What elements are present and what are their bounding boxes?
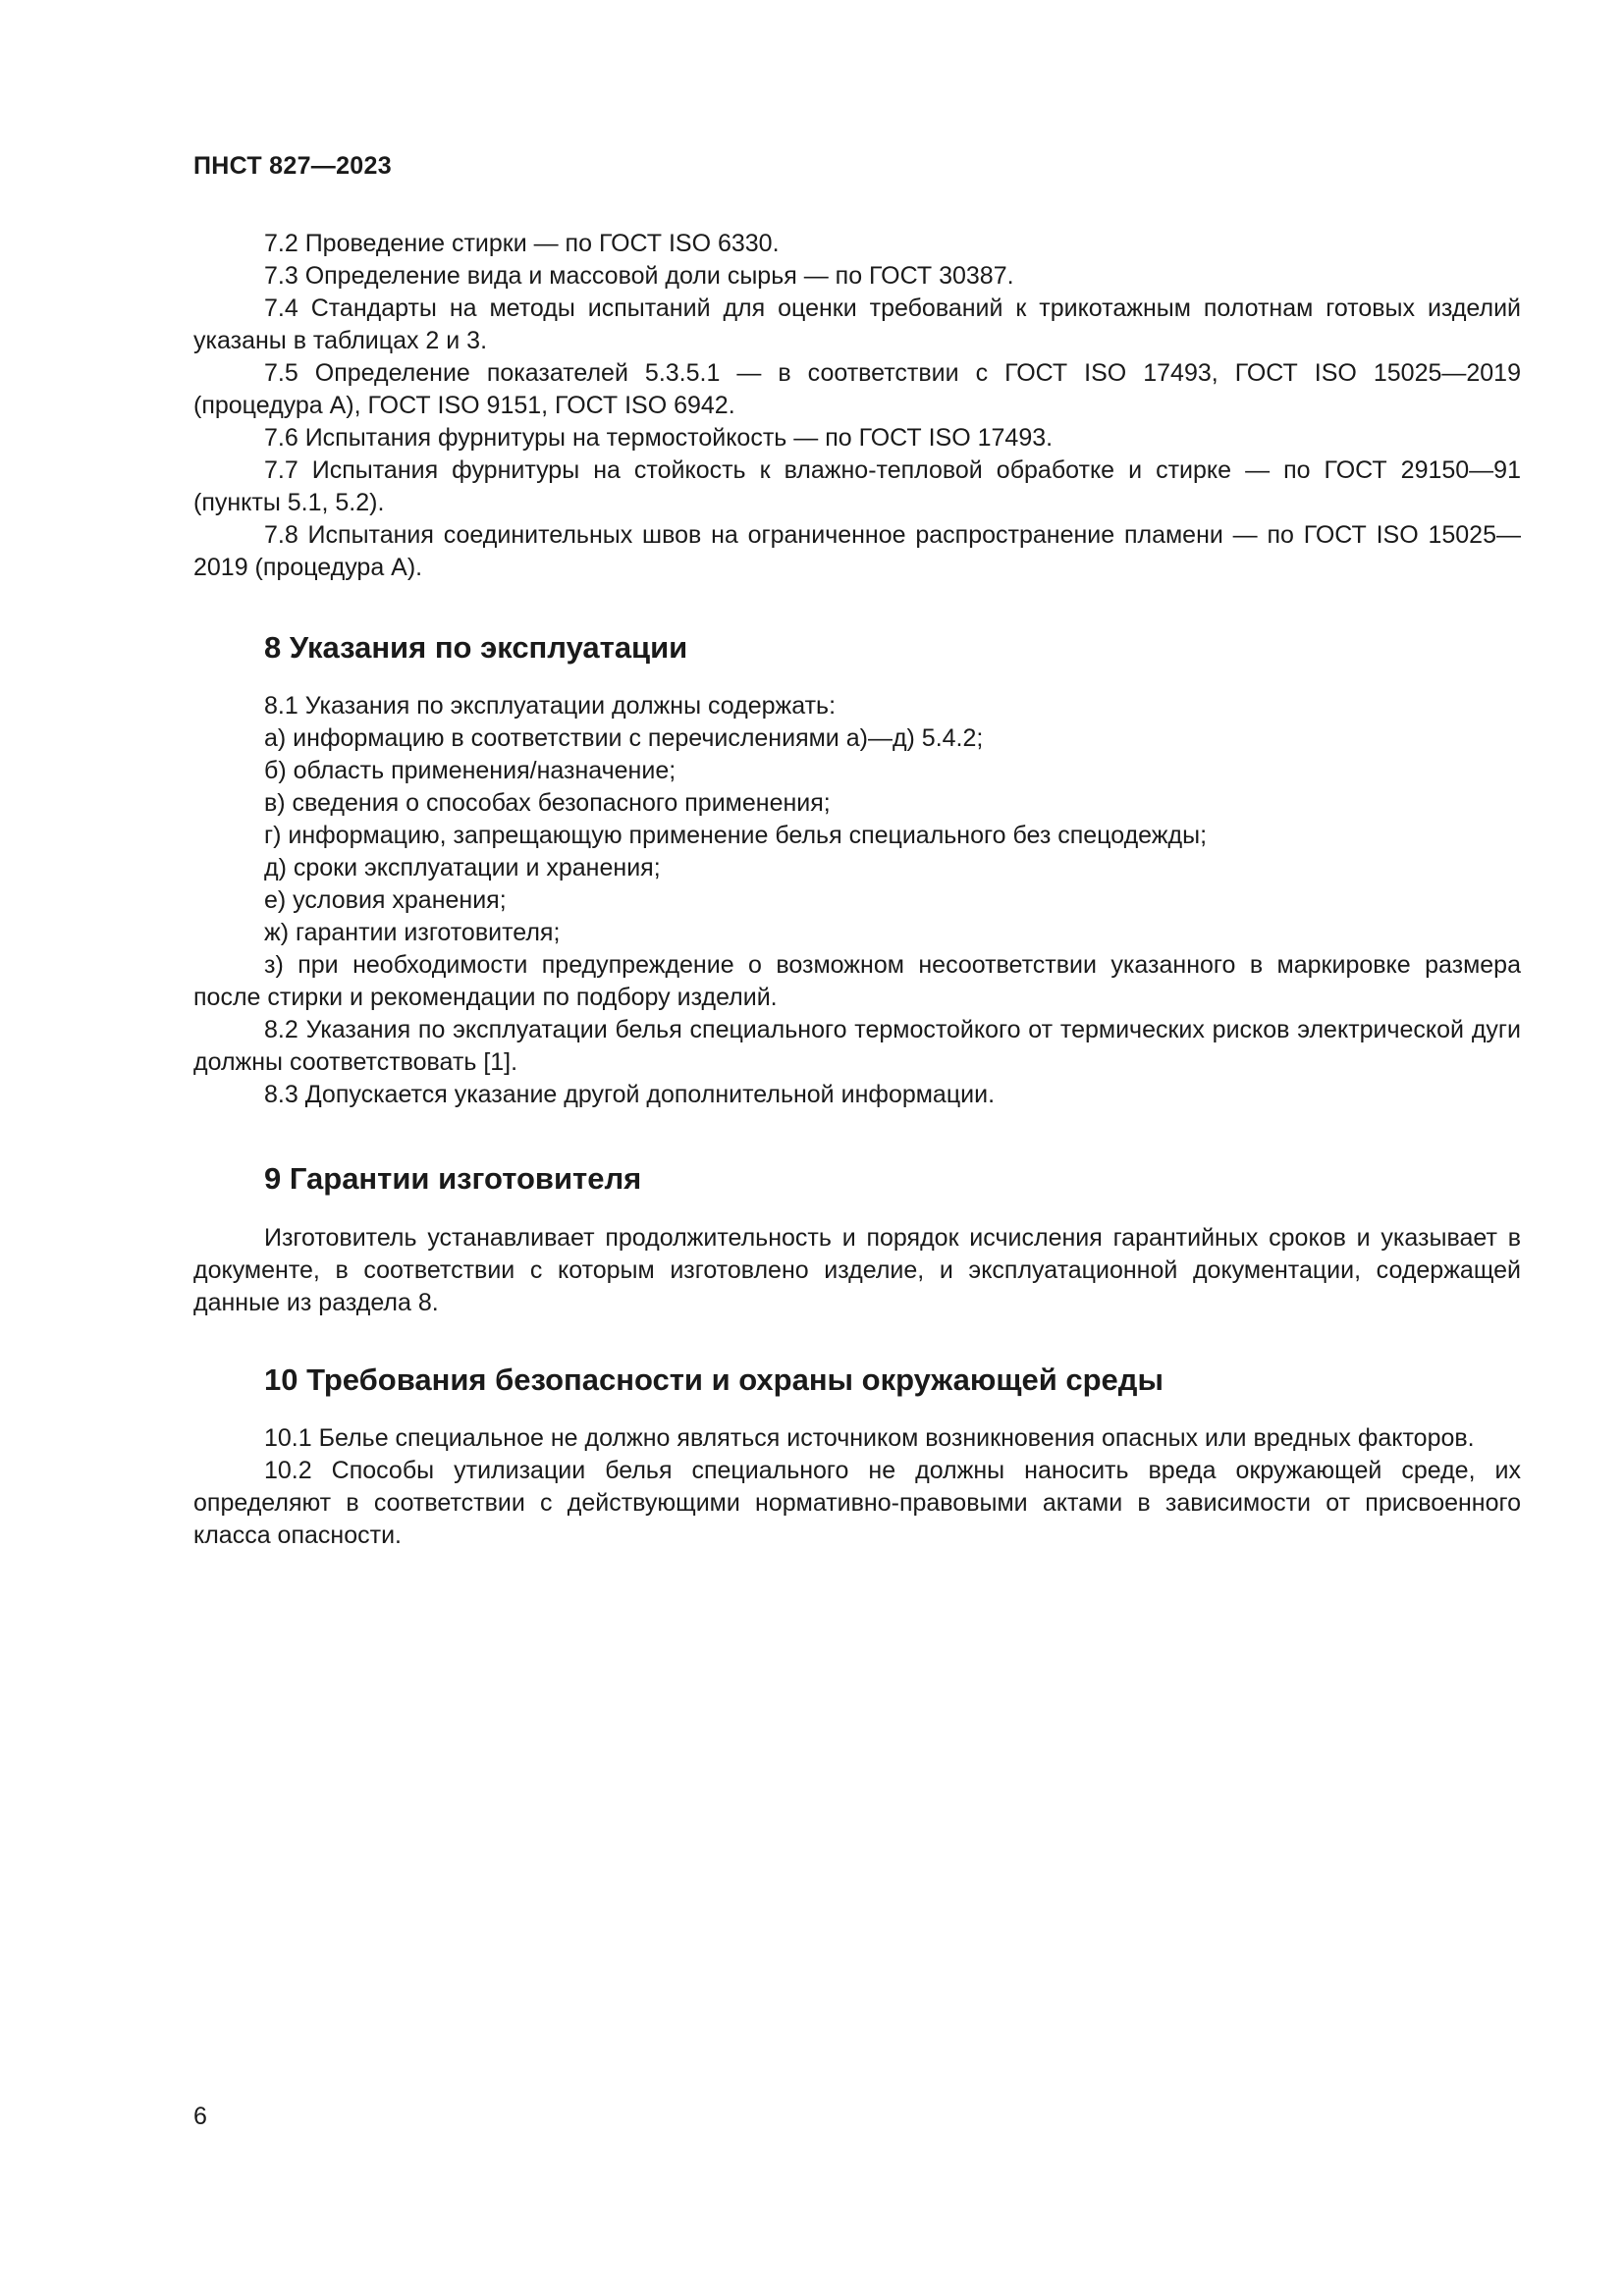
list-item-zh: ж) гарантии изготовителя;	[264, 919, 561, 946]
list-item-e: е) условия хранения;	[264, 886, 507, 914]
section-8-heading: 8 Указания по эксплуатации	[264, 630, 688, 665]
section-9-body	[193, 1222, 1521, 1319]
clause-7-6: 7.6 Испытания фурнитуры на термостойкость — по ГОСТ ISO 17493.	[264, 424, 1054, 452]
list-item-d: д) сроки эксплуатации и хранения;	[264, 854, 661, 881]
clause-10-1: 10.1 Белье специальное не должно являться источником возникновения опасных или вредных факторов.	[264, 1424, 1475, 1452]
section-9-heading: 9 Гарантии изготовителя	[264, 1161, 642, 1196]
clause-7-8: 7.8 Испытания соединительных швов на ограниченное распространение пламени — по ГОСТ ISO 15025—2019 (процедура А).	[193, 521, 1521, 581]
section-8	[193, 631, 1521, 664]
section-10-body	[193, 1422, 1521, 1552]
clause-7-3: 7.3 Определение вида и массовой доли сырья — по ГОСТ 30387.	[264, 262, 1014, 290]
list-item-v: в) сведения о способах безопасного применения;	[264, 789, 831, 817]
section-10	[193, 1363, 1521, 1396]
clause-7-5: 7.5 Определение показателей 5.3.5.1 — в соответствии с ГОСТ ISO 17493, ГОСТ ISO 15025—2019 (процедура А), ГОСТ ISO 9151, ГОСТ ISO 6942.	[193, 359, 1521, 419]
clause-8-3: 8.3 Допускается указание другой дополнительной информации.	[264, 1081, 996, 1108]
page-number: 6	[193, 2103, 207, 2130]
clause-7-2: 7.2 Проведение стирки — по ГОСТ ISO 6330.	[264, 230, 780, 257]
clause-8-1: 8.1 Указания по эксплуатации должны содержать:	[264, 692, 837, 720]
clause-9-text: Изготовитель устанавливает продолжительность и порядок исчисления гарантийных сроков и указывает в документе, в соответствии с которым изготовлено изделие, и эксплуатационной документации, содержащей данные из раздела 8.	[193, 1224, 1521, 1316]
list-item-b: б) область применения/назначение;	[264, 757, 677, 784]
section-7-body	[193, 228, 1521, 584]
document-code: ПНСТ 827—2023	[193, 152, 392, 180]
clause-10-2: 10.2 Способы утилизации белья специального не должны наносить вреда окружающей среде, их определяют в соответствии с действующими нормативно-правовыми актами в зависимости от присвоенного класса опасности.	[193, 1457, 1521, 1549]
section-8-body	[193, 690, 1521, 1111]
clause-7-4: 7.4 Стандарты на методы испытаний для оценки требований к трикотажным полотнам готовых изделий указаны в таблицах 2 и 3.	[193, 294, 1521, 354]
clause-8-2: 8.2 Указания по эксплуатации белья специального термостойкого от термических рисков электрической дуги должны соответствовать [1].	[193, 1016, 1521, 1076]
list-item-a: а) информацию в соответствии с перечислениями а)—д) 5.4.2;	[264, 724, 984, 752]
section-9	[193, 1162, 1521, 1195]
section-10-heading: 10 Требования безопасности и охраны окружающей среды	[264, 1362, 1164, 1397]
list-item-z: з) при необходимости предупреждение о возможном несоответствии указанного в маркировке размера после стирки и рекомендации по подбору изделий.	[193, 951, 1521, 1011]
clause-7-7: 7.7 Испытания фурнитуры на стойкость к влажно-тепловой обработке и стирке — по ГОСТ 29150—91 (пункты 5.1, 5.2).	[193, 456, 1521, 516]
list-item-g: г) информацию, запрещающую применение белья специального без спецодежды;	[264, 822, 1208, 849]
